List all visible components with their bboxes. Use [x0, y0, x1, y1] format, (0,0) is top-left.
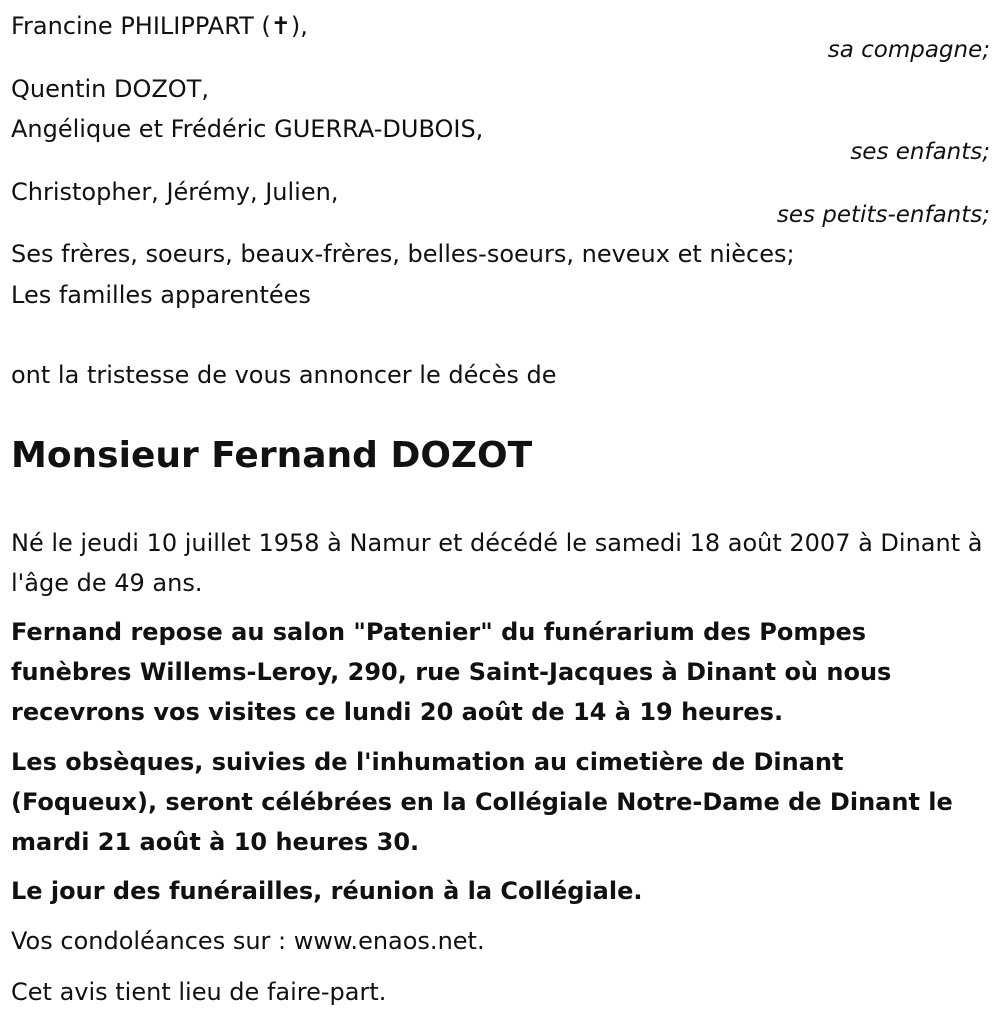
child-name: Quentin DOZOT, — [11, 75, 209, 103]
partner-role: sa compagne; — [827, 37, 990, 63]
partner-name: Francine PHILIPPART (✝), — [11, 12, 308, 40]
deceased-name: Monsieur Fernand DOZOT — [11, 435, 533, 476]
notice-info: Cet avis tient lieu de faire-part. — [11, 978, 387, 1006]
condolences-info: Vos condoléances sur : www.enaos.net. — [11, 927, 485, 955]
children-role: ses enfants; — [850, 139, 990, 165]
meeting-info: Le jour des funérailles, réunion à la Collégiale. — [11, 877, 643, 905]
grandchildren-role: ses petits-enfants; — [776, 202, 990, 228]
announcement-intro: ont la tristesse de vous annoncer le décès de — [11, 361, 557, 389]
funeral-info: Les obsèques, suivies de l'inhumation au cimetière de Dinant (Foqueux), seront célébrées en la Collégiale Notre-Dame de Dinant le mardi 21 août à 10 heures 30. — [11, 748, 953, 856]
families-line: Les familles apparentées — [11, 281, 311, 309]
birth-death-info: Né le jeudi 10 juillet 1958 à Namur et décédé le samedi 18 août 2007 à Dinant à l'âge de 49 ans. — [11, 529, 983, 597]
relatives-line: Ses frères, soeurs, beaux-frères, belles-soeurs, neveux et nièces; — [11, 240, 795, 268]
child-name: Angélique et Frédéric GUERRA-DUBOIS, — [11, 115, 484, 143]
visitation-info: Fernand repose au salon "Patenier" du funérarium des Pompes funèbres Willems-Leroy, 290, rue Saint-Jacques à Dinant où nous recevrons vos visites ce lundi 20 août de 14 à 19 heures. — [11, 618, 892, 726]
grandchildren-names: Christopher, Jérémy, Julien, — [11, 178, 339, 206]
